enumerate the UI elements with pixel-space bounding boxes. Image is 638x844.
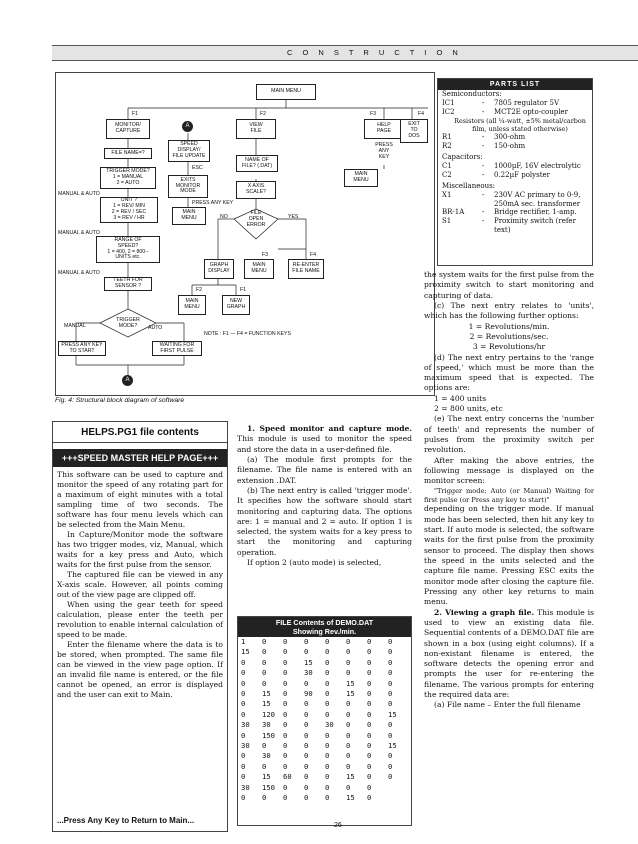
help-page-box: HELP PAGE	[364, 119, 404, 139]
table-cell: 0	[241, 709, 246, 719]
help-para-4: When using the gear teeth for speed calculation, please enter the teeth per revolution to enable internal calculation of speed to be made.	[57, 600, 223, 640]
table-cell: 0	[262, 657, 267, 667]
table-cell: 0	[304, 720, 309, 730]
press-any-key-label: PRESS ANY KEY	[192, 200, 234, 206]
table-row	[241, 720, 409, 730]
trigger-message: "Trigger mode: Auto (or Manual) Waiting for first pulse (or Press any key to start)"	[424, 486, 594, 504]
table-cell: 0	[346, 647, 351, 657]
help-para-5: Enter the filename where the data is to be stored, when prompted. The same file can be viewed in the view page option. If an invalid file name is entered, or the file cannot be opened, an error is displayed and the user can exit to Main.	[57, 640, 223, 700]
table-cell: 0	[283, 689, 288, 699]
table-cell: 0	[325, 751, 330, 761]
table-row	[241, 793, 409, 803]
semiconductors-heading: Semiconductors:	[442, 90, 502, 98]
parts-list-title: PARTS LIST	[438, 79, 592, 90]
part-row	[438, 108, 592, 117]
table-row	[241, 741, 409, 751]
table-row	[241, 658, 409, 668]
table-cell	[388, 783, 409, 793]
table-cell: 0	[388, 751, 393, 761]
graph-main-menu-box: MAIN MENU	[178, 295, 206, 315]
table-row	[241, 647, 409, 657]
table-cell: 0	[367, 647, 372, 657]
part-desc: 300-ohm	[494, 132, 526, 141]
table-row	[241, 731, 409, 741]
table-cell: 0	[325, 678, 330, 688]
table-cell: 15	[346, 689, 355, 699]
table-cell: 0	[367, 657, 372, 667]
table-cell: 0	[388, 678, 393, 688]
part-row	[438, 217, 592, 235]
table-cell: 0	[367, 720, 372, 730]
misc-heading: Miscellaneous:	[442, 181, 496, 190]
part-dash: -	[482, 217, 485, 226]
help-file-box	[52, 421, 228, 832]
monitor-main-menu-box: MAIN MENU	[172, 207, 206, 225]
table-cell: 0	[304, 647, 309, 657]
table-cell: 0	[304, 637, 309, 646]
table-cell: 0	[346, 730, 351, 740]
table-cell: 15	[241, 647, 250, 657]
table-cell: 0	[304, 678, 309, 688]
table-cell: 0	[367, 637, 372, 646]
f1-label: F1	[132, 111, 139, 117]
table-row	[241, 637, 409, 647]
table-cell: 0	[283, 782, 288, 792]
table-cell: 0	[304, 772, 309, 782]
table-cell: 0	[325, 657, 330, 667]
table-cell: 0	[283, 647, 288, 657]
demo-title: FILE Contents of DEMO.DAT	[275, 618, 374, 627]
table-cell: 90	[304, 689, 313, 699]
xaxis-scale-box: X AXIS SCALE?	[236, 181, 276, 199]
table-cell: 30	[325, 720, 334, 730]
table-row	[241, 689, 409, 699]
help-footer: ...Press Any Key to Return to Main...	[57, 816, 195, 825]
part-row	[438, 191, 592, 209]
table-cell: 0	[367, 782, 372, 792]
table-cell: 0	[283, 741, 288, 751]
name-of-file-box: NAME OF FILE? (.DAT)	[236, 155, 278, 172]
right-para-6: depending on the trigger mode. If manual mode has been selected, then hit any key to start. If auto mode is selected, the software waits for the first pulse from the proximity sensor to proceed. The display then shows the speed in the units selected and the capture file name. Pressing ESC exits the monitor mode after closing the capture file. Pressing any other key returns to main menu.	[424, 504, 594, 607]
header-title: C O N S T R U C T I O N	[287, 48, 462, 57]
table-cell: 0	[283, 657, 288, 667]
table-cell: 0	[262, 761, 267, 771]
table-cell: 0	[346, 761, 351, 771]
table-cell: 0	[304, 741, 309, 751]
table-cell: 30	[241, 741, 250, 751]
table-cell: 0	[283, 699, 288, 709]
part-ref: IC2	[442, 107, 455, 116]
table-cell: 0	[241, 657, 246, 667]
table-cell: 0	[325, 699, 330, 709]
table-cell: 0	[283, 730, 288, 740]
f2b-label: F2	[196, 287, 203, 293]
part-dash: -	[482, 208, 485, 217]
table-cell: 0	[283, 761, 288, 771]
right-column	[424, 270, 594, 711]
table-cell: 0	[262, 678, 267, 688]
table-cell: 30	[241, 720, 250, 730]
table-cell: 0	[388, 647, 393, 657]
right-para-2: (c) The next entry relates to 'units', which has the following further options:	[424, 300, 594, 321]
units-option-1: 1 = Revolutions/min.	[468, 321, 550, 331]
right-para-1: the system waits for the first pulse from the proximity switch to start monitoring and capturing of data.	[424, 270, 594, 300]
table-cell: 15	[304, 657, 313, 667]
table-cell: 15	[346, 678, 355, 688]
table-cell: 0	[241, 699, 246, 709]
part-ref: S1	[442, 217, 452, 226]
help-page-banner: +++SPEED MASTER HELP PAGE+++	[53, 449, 227, 467]
table-cell: 0	[283, 751, 288, 761]
table-cell: 0	[325, 709, 330, 719]
manual-auto-label-3: MANUAL & AUTO	[58, 270, 100, 276]
part-ref: R2	[442, 141, 452, 150]
table-cell: 0	[346, 741, 351, 751]
right-para-4: (e) The next entry concerns the 'number of teeth' and represents the number of pulses from the proximity switch per revolution.	[424, 414, 594, 455]
f4b-label: F4	[310, 252, 317, 258]
table-cell: 0	[346, 720, 351, 730]
table-cell: 0	[241, 730, 246, 740]
table-cell: 0	[388, 772, 393, 782]
table-cell: 0	[367, 689, 372, 699]
exits-monitor-box: EXITS MONITOR MODE	[168, 175, 208, 198]
file-open-error-label: FILE OPEN ERROR	[246, 210, 266, 228]
table-cell: 15	[388, 741, 397, 751]
table-cell: 0	[241, 689, 246, 699]
table-cell: 0	[367, 751, 372, 761]
f4-label: F4	[418, 111, 425, 117]
table-cell: 0	[388, 761, 393, 771]
part-dash: -	[482, 161, 485, 170]
table-cell: 0	[346, 699, 351, 709]
table-row	[241, 679, 409, 689]
middle-column	[237, 424, 412, 568]
table-cell: 150	[262, 782, 275, 792]
demo-header	[238, 617, 411, 637]
table-cell: 0	[262, 647, 267, 657]
block-diagram	[55, 72, 435, 396]
table-cell: 1	[241, 637, 246, 646]
exit-to-dos-box: EXIT TO DOS	[400, 119, 428, 143]
manual-auto-label-2: MANUAL & AUTO	[58, 230, 100, 236]
capacitors-heading: Capacitors:	[442, 152, 483, 161]
table-cell: 0	[346, 751, 351, 761]
table-cell: 0	[241, 751, 246, 761]
table-cell: 15	[262, 699, 271, 709]
unit-box: UNIT ? 1 = REV/ MIN 2 = REV / SEC 3 = REV / HR	[100, 197, 158, 223]
auto-label: AUTO	[148, 325, 163, 331]
capacitor-rows	[438, 162, 592, 180]
yes-label: YES	[288, 214, 299, 220]
part-ref: C1	[442, 161, 452, 170]
viewing-graph-heading: 2. Viewing a graph file.	[434, 607, 535, 617]
table-cell: 0	[304, 730, 309, 740]
help-para-3: The captured file can be viewed in any X-axis scale. However, all points coming out of the view page are clipped off.	[57, 570, 223, 600]
right-para-7: This module is used to view an existing data file. Sequential contents of a DEMO.DAT file are shown in a box (using eight columns). If a non-existant filename is entered, the software detects the opening error and prompts the user for re-entering the filename. The various prompts for entering the required data are:	[424, 607, 594, 700]
waiting-first-pulse-box: WAITING FOR FIRST PULSE	[152, 341, 202, 356]
table-cell: 0	[346, 782, 351, 792]
table-cell: 0	[325, 793, 330, 803]
table-cell: 0	[325, 668, 330, 678]
table-cell: 30	[241, 782, 250, 792]
table-cell: 30	[262, 720, 271, 730]
table-cell: 0	[304, 793, 309, 803]
table-cell: 0	[367, 741, 372, 751]
table-cell: 0	[325, 730, 330, 740]
part-desc: 1000µF, 16V electrolytic	[494, 161, 581, 170]
page-number: 26	[334, 822, 342, 829]
part-dash: -	[482, 107, 485, 116]
speed-display-box: SPEED DISPLAY/ FILE UPDATE	[168, 140, 210, 162]
table-cell: 0	[388, 668, 393, 678]
right-para-8: (a) File name – Enter the full filename	[434, 700, 581, 710]
part-dash: -	[482, 141, 485, 150]
view-file-box: VIEW FILE	[236, 119, 276, 139]
table-cell	[388, 793, 409, 803]
right-para-5: After making the above entries, the following message is displayed on the monitor screen:	[424, 455, 594, 486]
table-cell: 0	[325, 772, 330, 782]
part-dash: -	[482, 190, 485, 199]
part-row	[438, 133, 592, 142]
part-dash: -	[482, 170, 485, 179]
part-ref: BR-1A	[442, 208, 465, 217]
table-cell: 15	[346, 772, 355, 782]
table-cell: 0	[388, 657, 393, 667]
table-cell: 0	[367, 772, 372, 782]
table-cell: 0	[241, 761, 246, 771]
table-cell: 0	[367, 699, 372, 709]
part-ref: X1	[442, 190, 452, 199]
trigger-mode-box: TRIGGER MODE? 1 = MANUAL 2 = AUTO	[100, 167, 156, 189]
table-cell: 0	[367, 761, 372, 771]
middle-para-1: This module is used to monitor the speed and store the data in a user-defined file.	[237, 434, 412, 454]
table-cell: 0	[388, 699, 393, 709]
resistor-rows	[438, 133, 592, 151]
speed-monitor-heading: 1. Speed monitor and capture mode.	[247, 424, 412, 433]
connector-a-top: A	[182, 121, 193, 132]
part-desc: 0.22µF polyster	[494, 170, 550, 179]
f3b-label: F3	[262, 252, 269, 258]
part-dash: -	[482, 98, 485, 107]
table-cell: 30	[304, 668, 313, 678]
misc-rows	[438, 191, 592, 236]
trigger-mode-question: TRIGGER MODE?	[116, 316, 140, 329]
table-cell: 15	[262, 689, 271, 699]
table-cell: 0	[283, 709, 288, 719]
table-row	[241, 751, 409, 761]
part-desc: MCT2E opto-coupler	[494, 107, 568, 116]
table-row	[241, 710, 409, 720]
f2-label: F2	[260, 111, 267, 117]
table-cell: 15	[346, 793, 355, 803]
manual-label: MANUAL	[64, 323, 86, 329]
demo-subtitle: Showing Rev./min.	[292, 626, 357, 636]
table-cell: 150	[262, 730, 275, 740]
table-cell: 0	[325, 782, 330, 792]
help-para-2: In Capture/Monitor mode the software has two trigger modes, viz, Manual, which waits for a key press and Auto, which waits for the first pulse from the sensor.	[57, 530, 223, 570]
part-row	[438, 208, 592, 217]
part-row	[438, 142, 592, 151]
table-cell: 30	[262, 751, 271, 761]
parts-list	[437, 78, 593, 266]
table-cell: 0	[304, 782, 309, 792]
table-cell: 0	[283, 793, 288, 803]
semiconductor-rows	[438, 99, 592, 117]
table-cell: 0	[367, 730, 372, 740]
manual-auto-label-1: MANUAL & AUTO	[58, 191, 100, 197]
monitor-capture-box: MONITOR/ CAPTURE	[106, 119, 150, 139]
help-para-1: This software can be used to capture and monitor the speed of any rotating part for a maximum of eight minutes with a total sampling time of two seconds. The software has four menu levels which can be selected from the Main Menu.	[57, 470, 223, 530]
table-cell: 15	[262, 772, 271, 782]
table-cell: 0	[388, 720, 393, 730]
table-cell: 0	[325, 761, 330, 771]
table-cell: 0	[241, 772, 246, 782]
f1b-label: F1	[240, 287, 247, 293]
table-cell: 0	[262, 668, 267, 678]
figure-caption: Fig. 4: Structural block diagram of software	[55, 397, 185, 404]
table-cell: 0	[325, 741, 330, 751]
table-cell: 0	[346, 709, 351, 719]
table-cell: 0	[304, 699, 309, 709]
part-desc: 7805 regulator 5V	[494, 98, 560, 107]
part-dash: -	[482, 132, 485, 141]
table-cell: 0	[283, 668, 288, 678]
esc-label: ESC	[192, 165, 203, 171]
f3-label: F3	[370, 111, 377, 117]
table-cell: 0	[388, 637, 393, 646]
table-cell: 0	[346, 637, 351, 646]
help-body	[53, 467, 227, 703]
part-row	[438, 162, 592, 171]
table-cell: 0	[388, 730, 393, 740]
part-row	[438, 99, 592, 108]
press-any-key-box: PRESS ANY KEY	[368, 139, 400, 165]
table-cell: 15	[388, 709, 397, 719]
table-cell: 0	[367, 668, 372, 678]
part-desc: 230V AC primary to 0-9, 250mA sec. transformer	[494, 190, 581, 208]
table-cell: 0	[262, 741, 267, 751]
part-desc: Bridge rectifier, 1-amp.	[494, 208, 577, 217]
press-any-key-start-box: PRESS ANY KEY TO START	[58, 341, 106, 356]
connector-a-bottom: A	[122, 375, 133, 386]
file-name-box: FILE NAME=?	[104, 148, 152, 159]
range-of-speed-box: RANGE OF SPEED? 1 = 400, 2 = 800-- UNITS etc.	[96, 236, 160, 263]
graph-display-box: GRAPH DISPLAY	[204, 259, 234, 279]
view-main-menu-box: MAIN MENU	[244, 259, 274, 279]
middle-para-4: If option 2 (auto mode) is selected,	[247, 558, 382, 568]
part-desc: Proximity switch (refer text)	[494, 217, 576, 235]
table-cell: 0	[388, 689, 393, 699]
new-graph-box: NEW GRAPH	[222, 295, 250, 315]
table-cell: 0	[262, 793, 267, 803]
table-cell: 0	[241, 668, 246, 678]
table-row	[241, 772, 409, 782]
units-option-3: 3 = Revolutions/hr	[472, 342, 546, 352]
reenter-file-name-box: RE-ENTER FILE NAME	[288, 259, 324, 279]
table-cell: 0	[283, 720, 288, 730]
help-main-menu-box: MAIN MENU	[344, 169, 378, 187]
table-cell: 0	[241, 793, 246, 803]
table-cell: 0	[304, 761, 309, 771]
table-cell: 0	[367, 678, 372, 688]
table-cell: 120	[262, 709, 275, 719]
table-cell: 0	[304, 751, 309, 761]
table-cell: 0	[262, 637, 267, 646]
units-option-2: 2 = Revolutions/sec.	[469, 331, 549, 341]
demo-file-box	[237, 616, 412, 826]
range-option-2: 2 = 800 units, etc	[434, 404, 503, 414]
table-cell: 0	[346, 657, 351, 667]
table-cell: 0	[367, 709, 372, 719]
main-menu-box: MAIN MENU	[256, 84, 316, 100]
table-row	[241, 668, 409, 678]
table-row	[241, 783, 409, 793]
part-ref: C2	[442, 170, 452, 179]
table-cell: 60	[283, 772, 292, 782]
demo-data-table	[241, 637, 409, 804]
range-option-1: 1 = 400 units	[434, 393, 487, 403]
table-cell: 0	[283, 637, 288, 646]
table-cell: 0	[325, 647, 330, 657]
part-ref: IC1	[442, 98, 455, 107]
teeth-for-sensor-box: TEETH FOR SENSOR ?	[104, 277, 152, 291]
section-header	[52, 45, 638, 61]
help-file-title: HELPS.PG1 file contents	[53, 422, 227, 443]
table-cell: 0	[325, 637, 330, 646]
middle-para-2: (a) The module first prompts for the filename. The file name is entered with an extension .DAT.	[237, 454, 412, 485]
no-label: NO	[220, 214, 228, 220]
table-cell: 0	[367, 793, 372, 803]
middle-para-3: (b) The next entry is called 'trigger mode'. It specifies how the software should start monitoring and capturing data. The options are: 1 = manual and 2 = auto. If option 1 is selected, the system waits for a key press to start the monitoring and capturing operation.	[237, 485, 412, 557]
right-para-3: (d) The next entry pertains to the 'range of speed,' which must be more than the maximum speed that is expected. The options are:	[424, 352, 594, 393]
table-row	[241, 762, 409, 772]
table-cell: 0	[346, 668, 351, 678]
resistor-note: Resistors (all ¼-watt, ±5% metal/carbon film, unless stated otherwise)	[454, 116, 586, 133]
table-cell: 0	[325, 689, 330, 699]
part-desc: 150-ohm	[494, 141, 526, 150]
table-cell: 0	[283, 678, 288, 688]
part-ref: R1	[442, 132, 452, 141]
function-keys-note: NOTE : F1 — F4 = FUNCTION KEYS	[204, 331, 291, 337]
table-cell: 0	[304, 709, 309, 719]
part-row	[438, 171, 592, 180]
table-cell: 0	[241, 678, 246, 688]
table-row	[241, 699, 409, 709]
